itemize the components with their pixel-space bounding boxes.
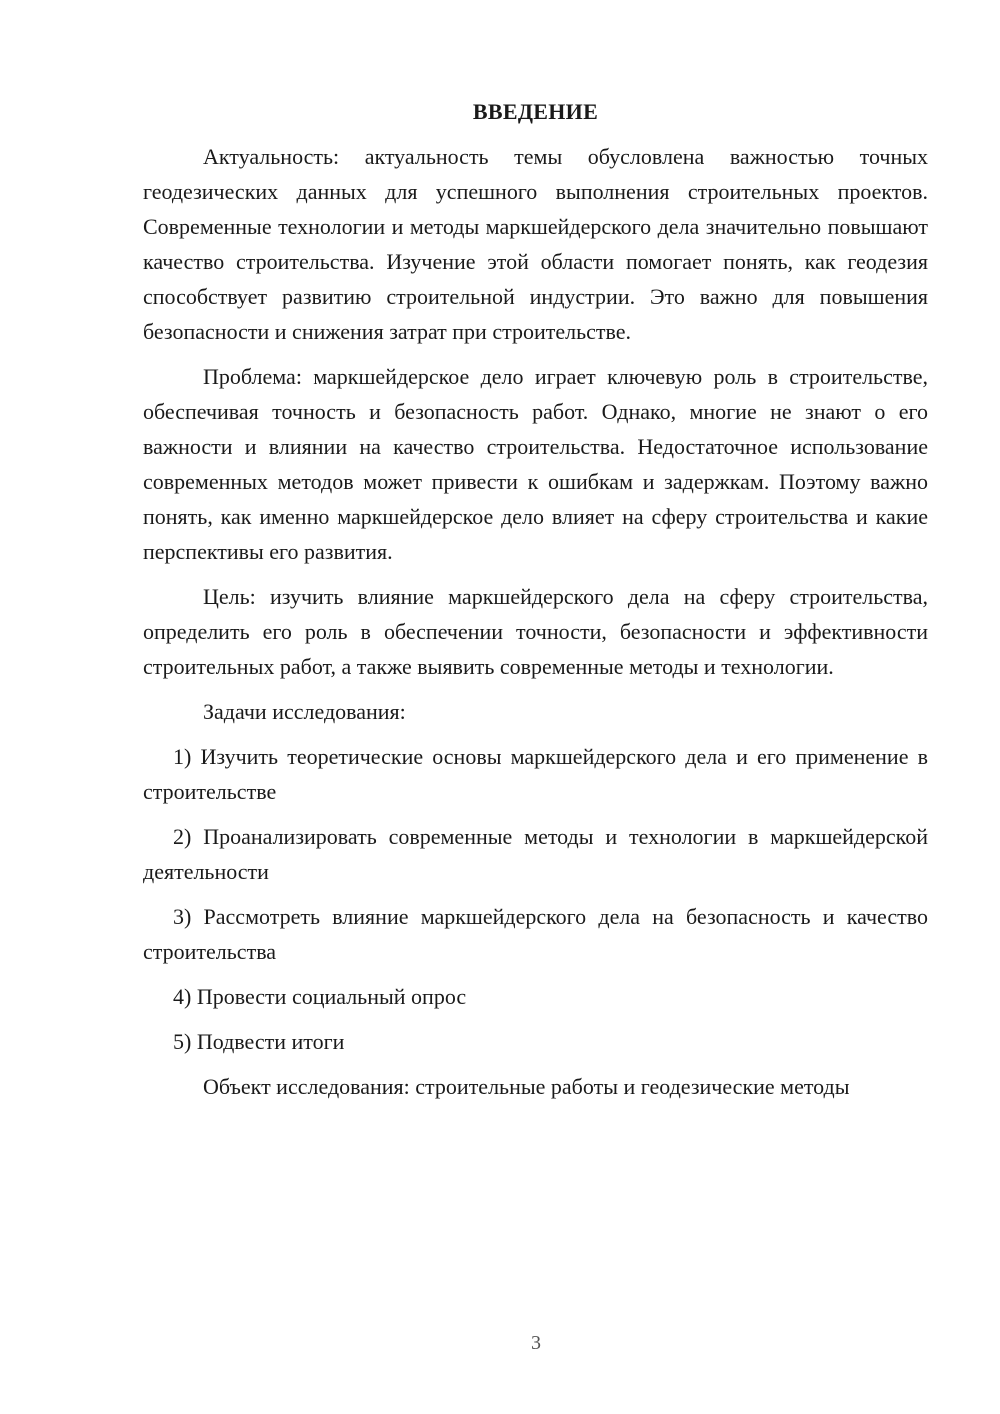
page-content (143, 94, 928, 1114)
paragraph-object: Объект исследования: строительные работы и геодезические методы (203, 1074, 850, 1099)
page-number: 3 (531, 1332, 541, 1354)
section-title: ВВЕДЕНИЕ (472, 99, 599, 124)
paragraph-relevance: Актуальность: актуальность темы обусловлена важностью точных геодезических данных для успешного выполнения строительных проектов. Современные технологии и методы маркшейдерского дела значительно повышают качество строительства. Изучение этой области помогает понять, как геодезия способствует развитию строительной индустрии. Это важно для повышения безопасности и снижения затрат при строительстве. (143, 144, 928, 344)
paragraph-goal: Цель: изучить влияние маркшейдерского дела на сферу строительства, определить его роль в обеспечении точности, безопасности и эффективности строительных работ, а также выявить современные методы и технологии. (143, 584, 928, 679)
task-item-3: 3) Рассмотреть влияние маркшейдерского дела на безопасность и качество строительства (143, 904, 928, 964)
tasks-heading: Задачи исследования: (203, 699, 406, 724)
task-item-4: 4) Провести социальный опрос (173, 984, 467, 1009)
task-item-2: 2) Проанализировать современные методы и технологии в маркшейдерской деятельности (143, 824, 928, 884)
paragraph-problem: Проблема: маркшейдерское дело играет ключевую роль в строительстве, обеспечивая точность и безопасность работ. Однако, многие не знают о его важности и влиянии на качество строительства. Недостаточное использование современных методов может привести к ошибкам и задержкам. Поэтому важно понять, как именно маркшейдерское дело влияет на сферу строительства и какие перспективы его развития. (143, 364, 928, 564)
task-item-1: 1) Изучить теоретические основы маркшейдерского дела и его применение в строительстве (143, 744, 928, 804)
task-item-5: 5) Подвести итоги (173, 1029, 345, 1054)
